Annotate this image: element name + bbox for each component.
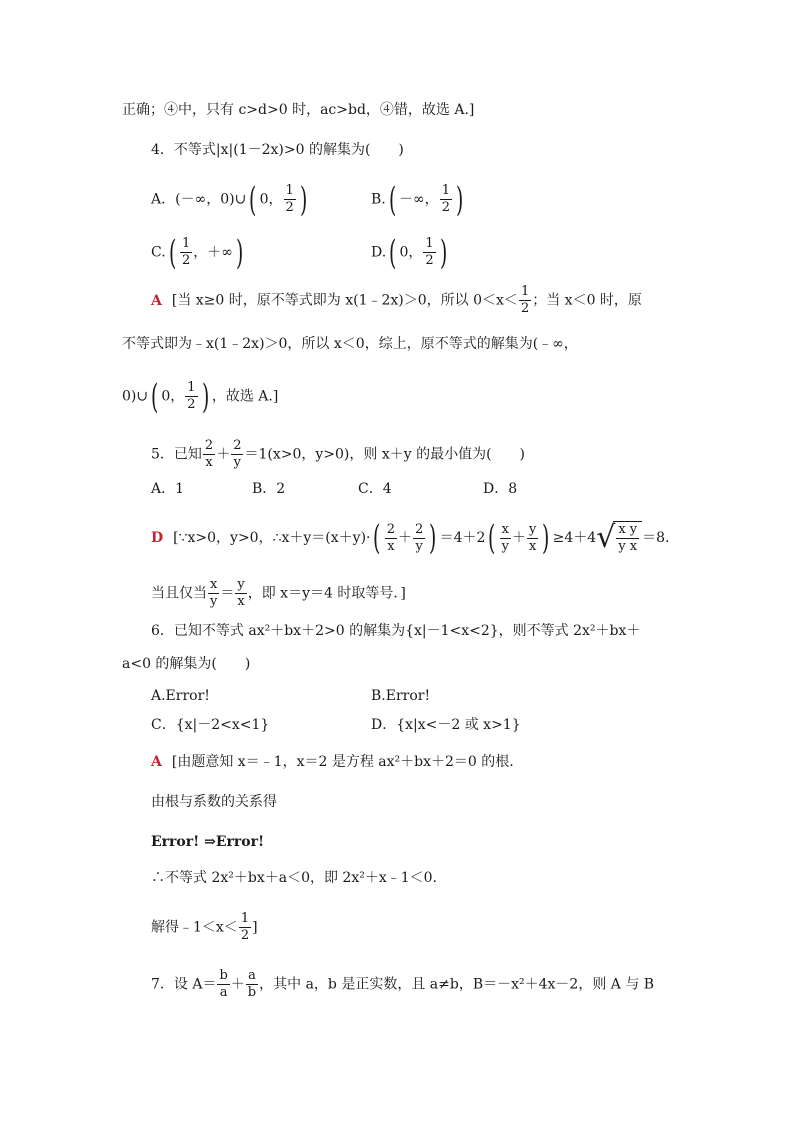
q5-option-c: C．4 xyxy=(358,481,392,497)
q4-option-c: C.( $\frac{1}{2}$ ，＋∞) xyxy=(151,232,244,273)
q4-solution-line3: 0)∪( 0， $\frac{1}{2}$ ) ，故选 A.] xyxy=(122,376,279,417)
q5-solution-line2: 当且仅当 $\frac{x}{y}$ ＝ $\frac{y}{x}$ ，即 x＝y＝4 时取等号．] xyxy=(151,577,406,609)
q6-solution-line1: A [由题意知 x＝﹣1，x＝2 是方程 ax²＋bx＋2＝0 的根. xyxy=(151,754,514,770)
q5-answer-letter: D xyxy=(151,530,164,546)
q4-stem: 4．不等式|x|(1－2x)>0 的解集为( ) xyxy=(151,142,404,158)
q6-solution-line3: Error! ⇒Error! xyxy=(151,834,265,850)
q5-option-a: A．1 xyxy=(151,481,185,497)
q4-option-a: A．(－∞，0)∪( 0， $\frac{1}{2}$ ) xyxy=(151,179,308,220)
q4-answer-letter: A xyxy=(151,292,162,309)
q7-stem: 7．设 A＝ $\frac{b}{a}$ ＋ $\frac{a}{b}$ ，其中 a，b 是正实数，且 a≠b，B＝－x²＋4x－2，则 A 与 B xyxy=(151,968,655,1000)
q6-answer-letter: A xyxy=(151,754,162,770)
q6-stem-line1: 6．已知不等式 ax²＋bx＋2>0 的解集为{x|－1<x<2}，则不等式 2x²＋bx＋ xyxy=(151,623,641,639)
q4-option-d: D.( 0， $\frac{1}{2}$ ) xyxy=(371,232,447,273)
q5-solution-line1: D [∵x>0，y>0，∴x＋y＝(x＋y)·( $\frac{2}{x}$ ＋ $\frac{2}{y}$ ) ＝4＋2( $\frac{x}{y}$ ＋ $\frac{y}{x}$ ) ≥4＋4√ $\frac{\text{x y}}{\text{y x}}$ ＝8. xyxy=(151,518,670,558)
q6-solution-line4: ∴不等式 2x²＋bx＋a＜0，即 2x²＋x﹣1＜0. xyxy=(151,870,438,886)
q6-option-d: D．{x|x<－2 或 x>1} xyxy=(371,717,521,733)
q6-solution-line5: 解得﹣1＜x＜ $\frac{1}{2}$ ] xyxy=(151,911,258,943)
q6-solution-line2: 由根与系数的关系得 xyxy=(151,794,277,810)
q6-option-b: B.Error! xyxy=(371,688,431,704)
q6-stem-line2: a<0 的解集为( ) xyxy=(122,656,251,672)
q5-stem: 5．已知 $\frac{2}{x}$ ＋ $\frac{2}{y}$ ＝1(x>0，y>0)，则 x＋y 的最小值为( ) xyxy=(151,438,526,470)
prev-solution-tail: 正确；④中，只有 c>d>0 时，ac>bd，④错，故选 A.] xyxy=(122,102,475,118)
q6-option-a: A.Error! xyxy=(151,688,210,704)
q4-solution-line2: 不等式即为﹣x(1﹣2x)＞0，所以 x＜0，综上，原不等式的解集为(﹣∞， xyxy=(122,336,578,352)
q4-option-b: B.( －∞， $\frac{1}{2}$ ) xyxy=(371,179,464,220)
q5-option-b: B．2 xyxy=(252,481,286,497)
q6-option-c: C．{x|－2<x<1} xyxy=(151,717,270,733)
q4-solution-line1: A [当 x≥0 时，原不等式即为 x(1﹣2x)＞0，所以 0＜x＜ $\frac{1}{2}$ ；当 x＜0 时，原 xyxy=(151,284,642,316)
q5-option-d: D．8 xyxy=(483,481,518,497)
